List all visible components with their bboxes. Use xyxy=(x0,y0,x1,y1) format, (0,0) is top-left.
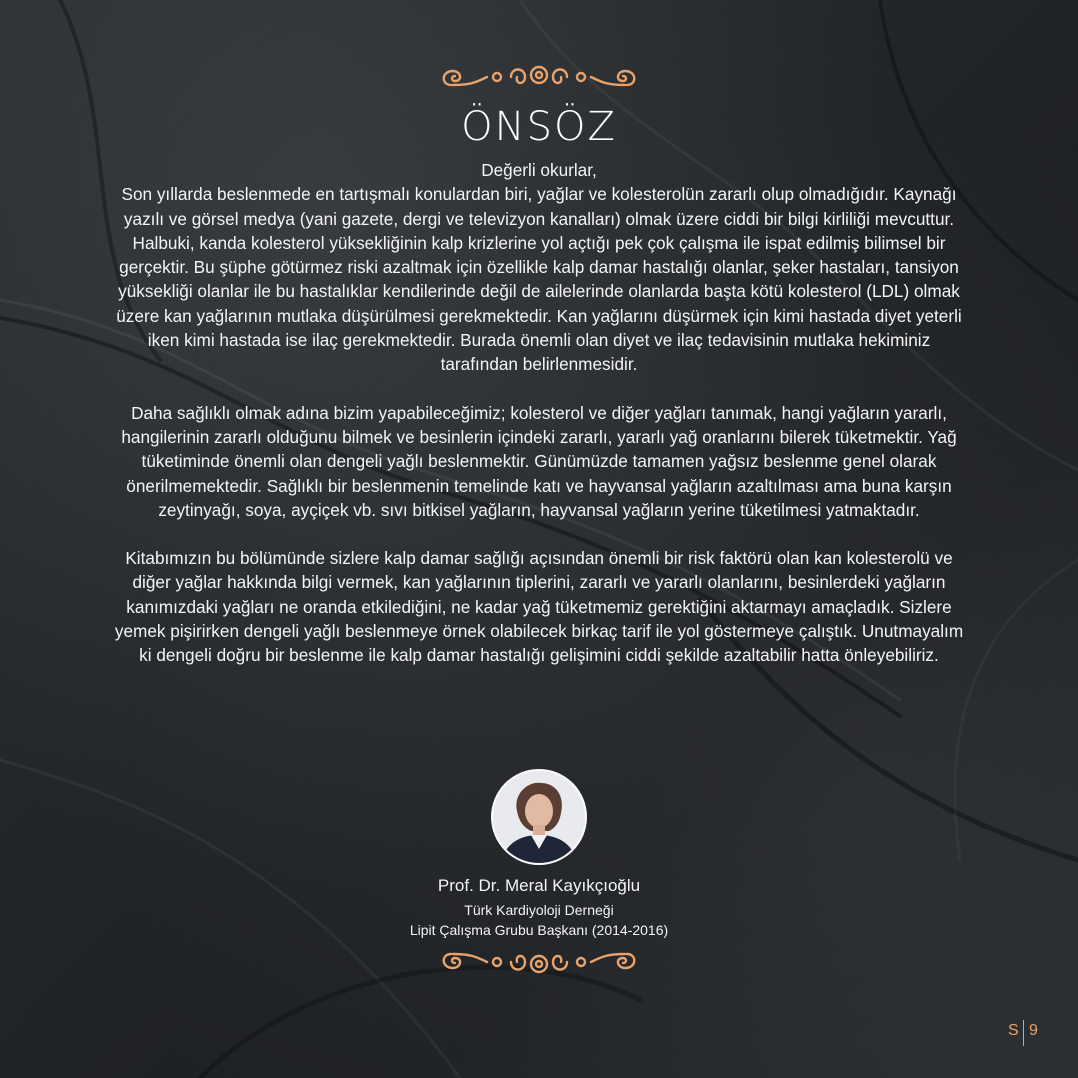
scroll-ornament-icon xyxy=(439,944,639,984)
page-title: ÖNSÖZ xyxy=(461,104,617,150)
paragraph-1: Son yıllarda beslenmede en tartışmalı konulardan biri, yağlar ve kolesterolün zararlı olup olmadığıdır. Kaynağı yazılı ve görsel medya (yani gazete, dergi ve televizyon kanalları) olmak üzere ciddi bir bilgi kirliliği mevcuttur. Halbuki, kanda kolesterol yüksekliğinin kalp krizlerine yol açtığı pek çok çalışma ile ispat edilmiş bilimsel bir gerçektir. Bu şüphe götürmez riski azaltmak için özellikle kalp damar hastalığı olanlar, şeker hastaları, tansiyon yüksekliği olanlar ile bu hastalıklar kendilerinde değil de ailelerinde olanlarda başta kötü kolesterol (LDL) olmak üzere kan yağlarının mutlaka düşürülmesi gerekmektedir. Kan yağlarını düşürmek için kimi hastada diyet yeterli iken kimi hastada ise ilaç gerekmektedir. Burada önemli olan diyet ve ilaç tedavisinin mutlaka hekiminiz tarafından belirlenmesidir. xyxy=(116,184,962,375)
author-role: Lipit Çalışma Grubu Başkanı (2014-2016) xyxy=(409,922,669,938)
paragraph-3: Kitabımızın bu bölümünde sizlere kalp damar sağlığı açısından önemli bir risk faktörü olan kan kolesterolü ve diğer yağlar hakkında bilgi vermek, kan yağlarının tiplerini, zararlı ve yararlı olanlarını, besinlerdeki yağların kanımızdaki yağları ne oranda etkilediğini, ne kadar yağ tüketmemiz gerektiğini aktarmayı amaçladık. Sizlere yemek pişirirken dengeli yağlı beslenmeye örnek olabilecek birkaç tarif ile yol göstermeye çalıştık. Unutmayalım ki dengeli doğru bir beslenme ile kalp damar hastalığı gelişimini ciddi şekilde azaltabilir hatta önleyebiliriz. xyxy=(114,548,964,666)
page-number-value: 9 xyxy=(1029,1022,1038,1039)
page-number xyxy=(1004,1020,1064,1046)
preface-body xyxy=(112,158,966,668)
section-letter: S xyxy=(1008,1022,1019,1039)
page-number-divider xyxy=(1023,1020,1024,1046)
author-portrait xyxy=(491,769,587,865)
greeting: Değerli okurlar, xyxy=(481,160,597,180)
author-organization: Türk Kardiyoloji Derneği xyxy=(464,902,614,918)
scroll-ornament-icon xyxy=(439,55,639,95)
author-name: Prof. Dr. Meral Kayıkçıoğlu xyxy=(437,876,641,895)
paragraph-2: Daha sağlıklı olmak adına bizim yapabileceğimiz; kolesterol ve diğer yağları tanımak, hangi yağların yararlı, hangilerinin zararlı olduğunu bilmek ve besinlerin içindeki zararlı, yararlı yağ oranlarını bilerek tüketmektir. Yağ tüketiminde önemli olan dengeli yağlı beslenmektir. Günümüzde tamamen yağsız beslenme genel olarak önerilmemektedir. Sağlıklı bir beslenmenin temelinde katı ve hayvansal yağların azaltılması ama buna karşın zeytinyağı, soya, ayçiçek vb. sıvı bitkisel yağların, hayvansal yağların yerine tüketilmesi yatmaktadır. xyxy=(121,402,957,520)
